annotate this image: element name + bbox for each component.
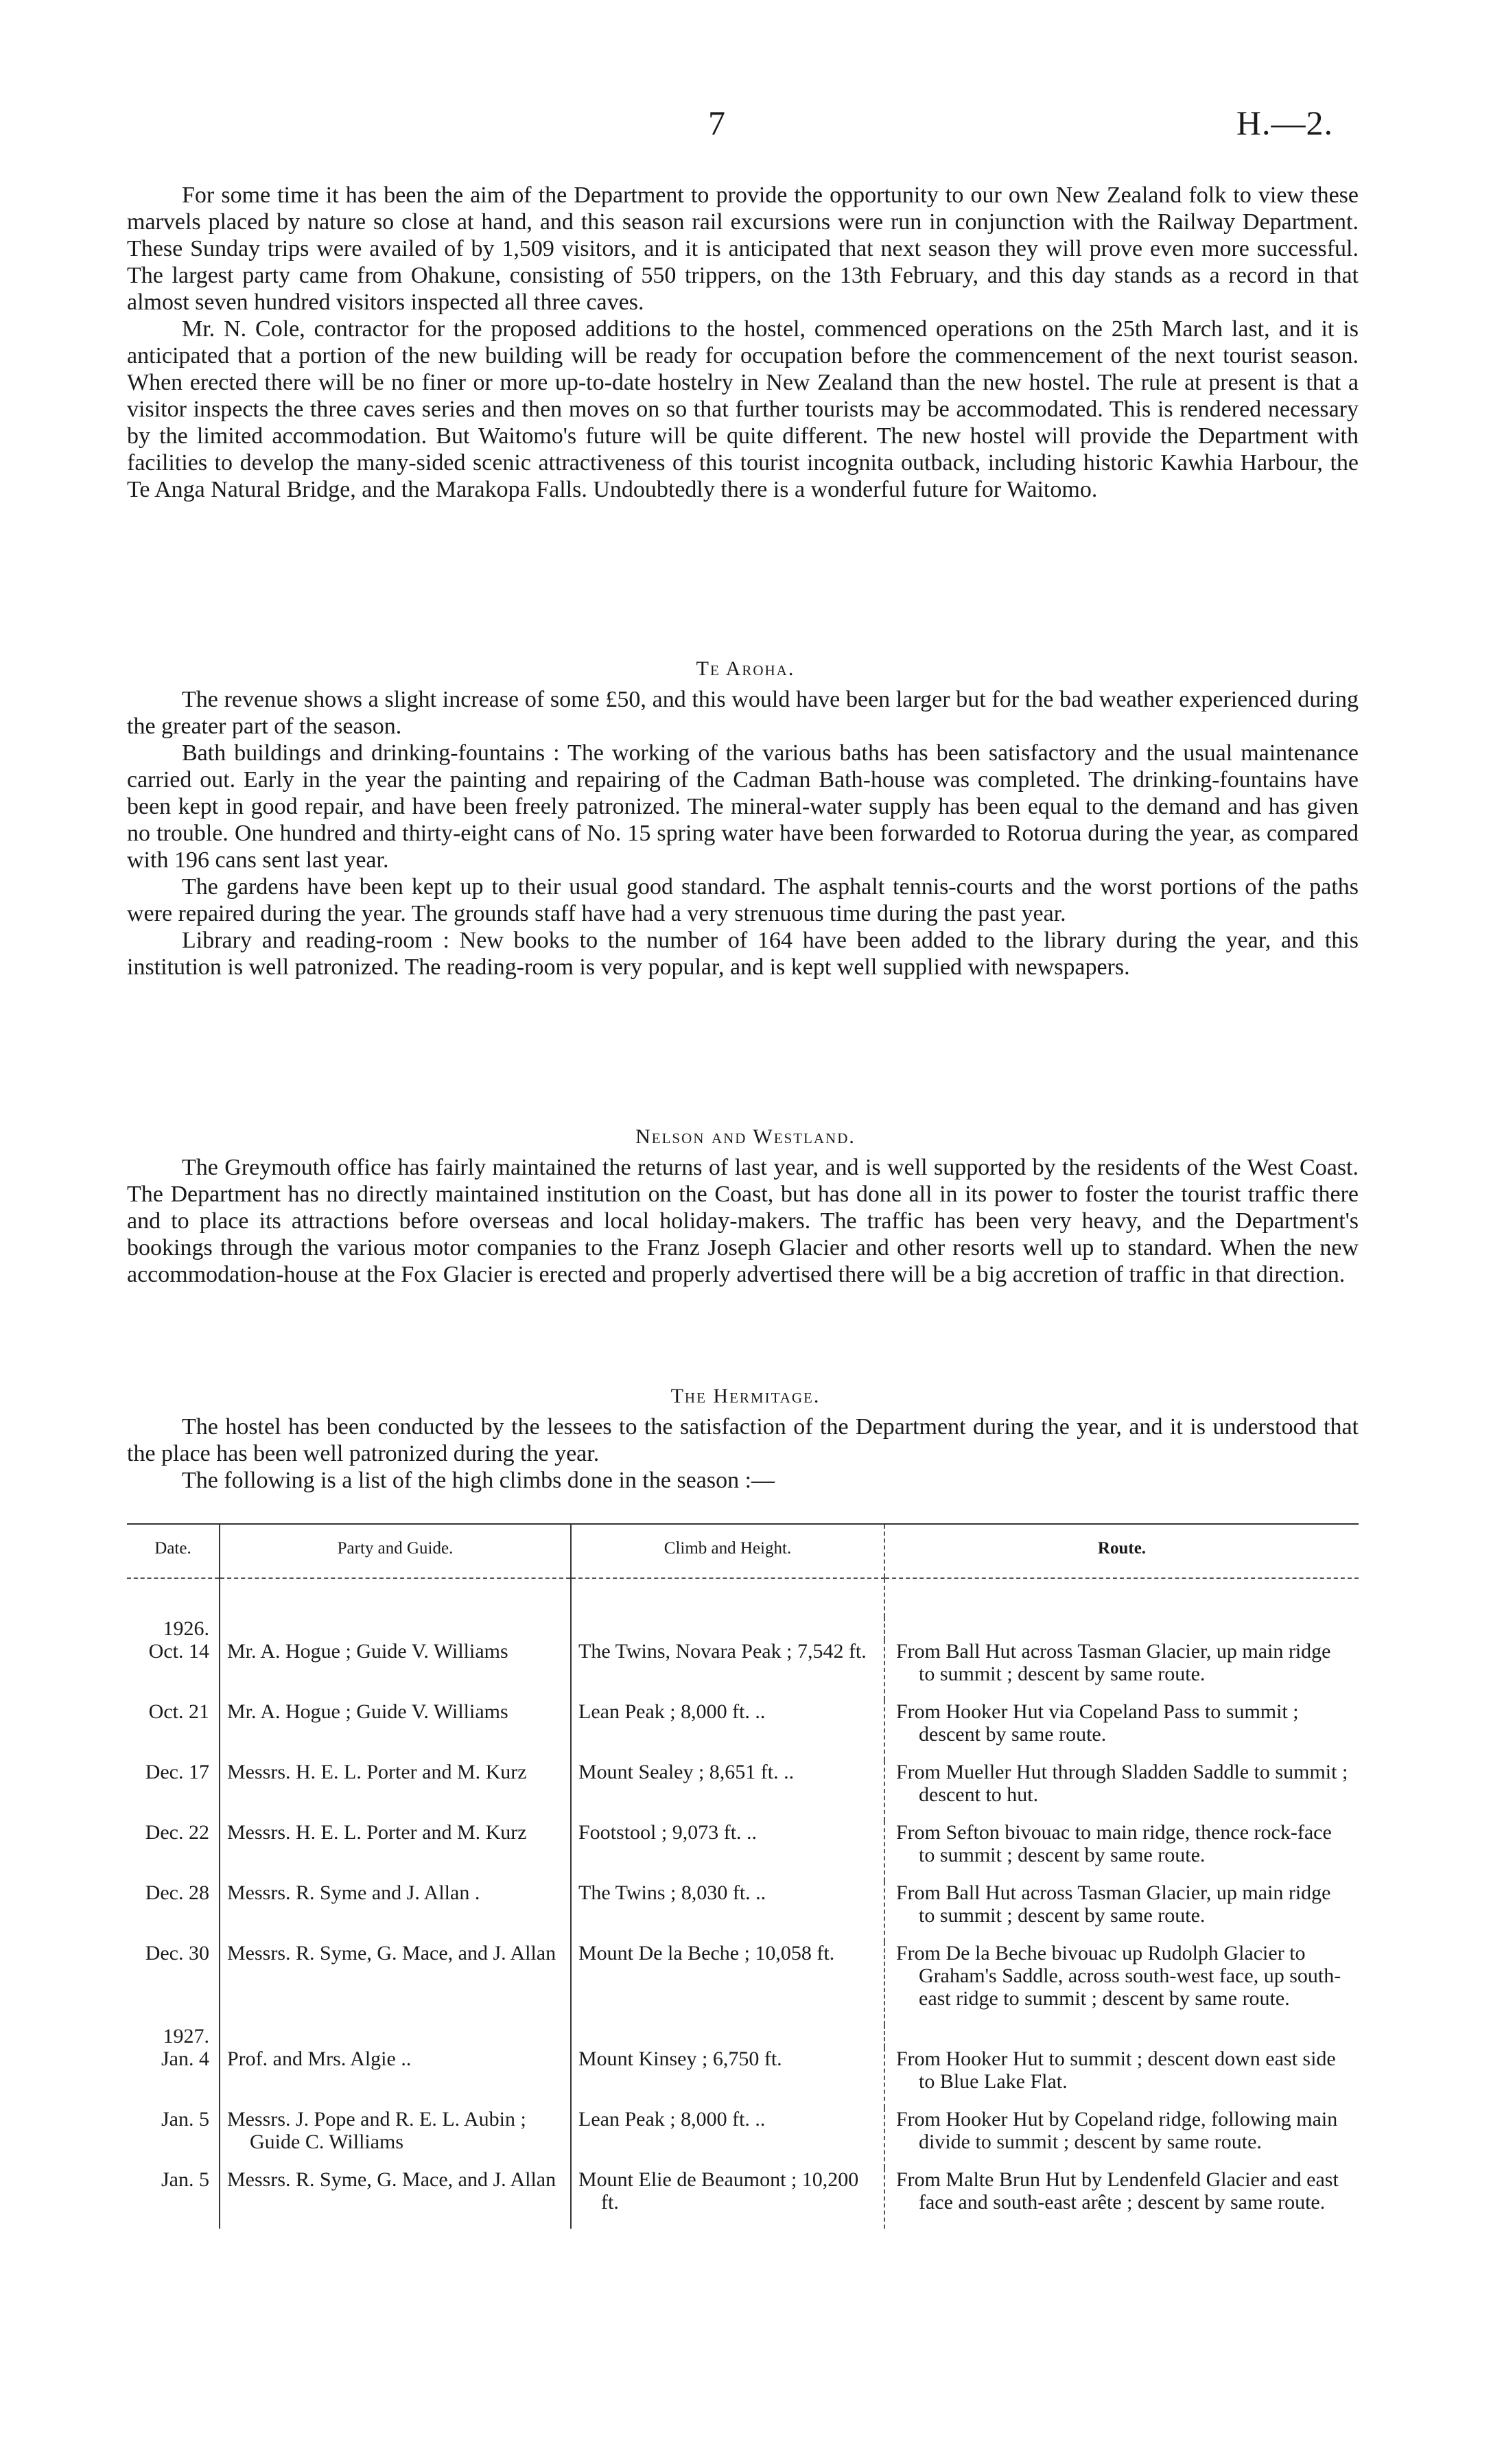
table-row (127, 1881, 1359, 1942)
table-row (127, 1700, 1359, 1761)
cell-route: From Hooker Hut by Copeland ridge, following main divide to summit ; descent by same route. (896, 2108, 1338, 2153)
cell-route: From Hooker Hut via Copeland Pass to summit ; descent by same route. (896, 1700, 1299, 1746)
year-row (127, 1617, 1359, 1640)
cell-climb: Mount Elie de Beaumont ; 10,200 ft. (578, 2168, 859, 2214)
column-header-date: Date. (127, 1524, 220, 1578)
cell-party: Prof. and Mrs. Algie .. (227, 2048, 412, 2070)
cell-route: From Malte Brun Hut by Lendenfeld Glacier and east face and south-east arête ; descent by same route. (896, 2168, 1339, 2214)
table-row (127, 1761, 1359, 1821)
cell-climb: Mount Kinsey ; 6,750 ft. (578, 2048, 782, 2070)
cell-date: Dec. 30 (145, 1942, 209, 1964)
document-reference: H.—2. (1236, 104, 1333, 142)
cell-route: From Mueller Hut through Sladden Saddle to summit ; descent to hut. (896, 1761, 1348, 1806)
cell-party: Messrs. R. Syme, G. Mace, and J. Allan (227, 1942, 556, 1964)
cell-date: Oct. 14 (148, 1640, 209, 1663)
cell-party: Mr. A. Hogue ; Guide V. Williams (227, 1640, 508, 1663)
hermitage-section (127, 1413, 1359, 1494)
paragraph: For some time it has been the aim of the Department to provide the opportunity to our own New Zealand folk to view these marvels placed by nature so close at hand, and this season rail excursions were run in conjunction with the Railway Department. These Sunday trips were availed of by 1,509 visitors, and it is anticipated that next season they will prove even more successful. The largest party came from Ohakune, consisting of 550 trippers, on the 13th February, and this day stands as a record in that almost seven hundred visitors inspected all three caves. (127, 183, 1359, 315)
cell-climb: Mount De la Beche ; 10,058 ft. (578, 1942, 835, 1964)
cell-party: Messrs. H. E. L. Porter and M. Kurz (227, 1821, 527, 1844)
paragraph: The revenue shows a slight increase of some £50, and this would have been larger but for the bad weather experienced during the greater part of the season. (127, 687, 1359, 739)
cell-climb: Footstool ; 9,073 ft. .. (578, 1821, 758, 1844)
year-label: 1927. (163, 2025, 209, 2048)
cell-date: Jan. 5 (161, 2108, 209, 2131)
cell-climb: The Twins, Novara Peak ; 7,542 ft. (578, 1640, 867, 1663)
climbs-table (127, 1523, 1359, 2229)
column-header-climb: Climb and Height. (571, 1524, 884, 1578)
table-row (127, 1942, 1359, 2025)
paragraph: The gardens have been kept up to their usual good standard. The asphalt tennis-courts and the worst portions of the paths were repaired during the year. The grounds staff have had a very strenuous time during the past year. (127, 874, 1359, 926)
year-row (127, 2025, 1359, 2048)
column-header-party: Party and Guide. (220, 1524, 571, 1578)
table-row (127, 1821, 1359, 1881)
cell-route: From Ball Hut across Tasman Glacier, up main ridge to summit ; descent by same route. (896, 1881, 1331, 1927)
cell-party: Messrs. H. E. L. Porter and M. Kurz (227, 1761, 527, 1783)
column-header-route: Route. (884, 1524, 1359, 1578)
paragraph: Bath buildings and drinking-fountains : The working of the various baths has been satisfactory and the usual maintenance carried out. Early in the year the painting and repairing of the Cadman Bath-house was completed. The drinking-fountains have been kept in good repair, and have been freely patronized. The mineral-water supply has been equal to the demand and has given no trouble. One hundred and thirty-eight cans of No. 15 spring water have been forwarded to Rotorua during the year, as compared with 196 cans sent last year. (127, 740, 1359, 873)
table-row (127, 2168, 1359, 2229)
table-row (127, 2108, 1359, 2168)
cell-climb: The Twins ; 8,030 ft. .. (578, 1881, 766, 1904)
cell-party: Messrs. R. Syme and J. Allan . (227, 1881, 480, 1904)
section-heading-hermitage: The Hermitage. (670, 1385, 821, 1407)
year-label: 1926. (163, 1617, 209, 1640)
waitomo-section (127, 182, 1359, 503)
paragraph: The Greymouth office has fairly maintained the returns of last year, and is well supported by the residents of the West Coast. The Department has no directly maintained institution on the Coast, but has done all in its power to foster the tourist traffic there and to place its attractions before overseas and local holiday-makers. The traffic has been very heavy, and the Department's bookings through the various motor companies to the Franz Joseph Glacier and other resorts well up to standard. When the new accommodation-house at the Fox Glacier is erected and properly advertised there will be a big accretion of traffic in that direction. (127, 1155, 1359, 1287)
cell-date: Dec. 22 (145, 1821, 209, 1844)
cell-route: From De la Beche bivouac up Rudolph Glacier to Graham's Saddle, across south-west face, up south-east ridge to summit ; descent by same route. (896, 1942, 1341, 2010)
paragraph: The hostel has been conducted by the lessees to the satisfaction of the Department during the year, and it is understood that the place has been well patronized during the year. (127, 1414, 1359, 1466)
cell-date: Jan. 5 (161, 2168, 209, 2191)
nelson-westland-section (127, 1154, 1359, 1288)
cell-party: Messrs. J. Pope and R. E. L. Aubin ; Guide C. Williams (227, 2108, 526, 2153)
cell-party: Messrs. R. Syme, G. Mace, and J. Allan (227, 2168, 556, 2191)
cell-date: Oct. 21 (148, 1700, 209, 1723)
table-header-row (127, 1524, 1359, 1578)
cell-climb: Lean Peak ; 8,000 ft. .. (578, 1700, 766, 1723)
cell-route: From Sefton bivouac to main ridge, thence rock-face to summit ; descent by same route. (896, 1821, 1332, 1866)
cell-party: Mr. A. Hogue ; Guide V. Williams (227, 1700, 508, 1723)
section-heading-te-aroha: Te Aroha. (696, 657, 795, 680)
table-row (127, 1640, 1359, 1700)
cell-date: Jan. 4 (161, 2048, 209, 2070)
cell-climb: Mount Sealey ; 8,651 ft. .. (578, 1761, 795, 1783)
page-number: 7 (708, 104, 725, 142)
cell-climb: Lean Peak ; 8,000 ft. .. (578, 2108, 766, 2131)
cell-route: From Hooker Hut to summit ; descent down east side to Blue Lake Flat. (896, 2048, 1336, 2093)
cell-date: Dec. 28 (145, 1881, 209, 1904)
cell-route: From Ball Hut across Tasman Glacier, up main ridge to summit ; descent by same route. (896, 1640, 1331, 1685)
paragraph: Library and reading-room : New books to the number of 164 have been added to the library during the year, and this institution is well patronized. The reading-room is very popular, and is kept well supplied with newspapers. (127, 928, 1359, 980)
table-row (127, 2048, 1359, 2108)
te-aroha-section (127, 686, 1359, 981)
paragraph: Mr. N. Cole, contractor for the proposed additions to the hostel, commenced operations on the 25th March last, and it is anticipated that a portion of the new building will be ready for occupation before the commencement of the next tourist season. When erected there will be no finer or more up-to-date hostelry in New Zealand than the new hostel. The rule at present is that a visitor inspects the three caves series and then moves on so that further tourists may be accommodated. This is rendered necessary by the limited accommodation. But Waitomo's future will be quite different. The new hostel will provide the Department with facilities to develop the many-sided scenic attractiveness of this tourist incognita outback, including historic Kawhia Harbour, the Te Anga Natural Bridge, and the Marakopa Falls. Undoubtedly there is a wonderful future for Waitomo. (127, 316, 1359, 502)
cell-date: Dec. 17 (145, 1761, 209, 1783)
section-heading-nelson-westland: Nelson and Westland. (635, 1125, 856, 1148)
paragraph: The following is a list of the high climbs done in the season :— (182, 1468, 775, 1493)
